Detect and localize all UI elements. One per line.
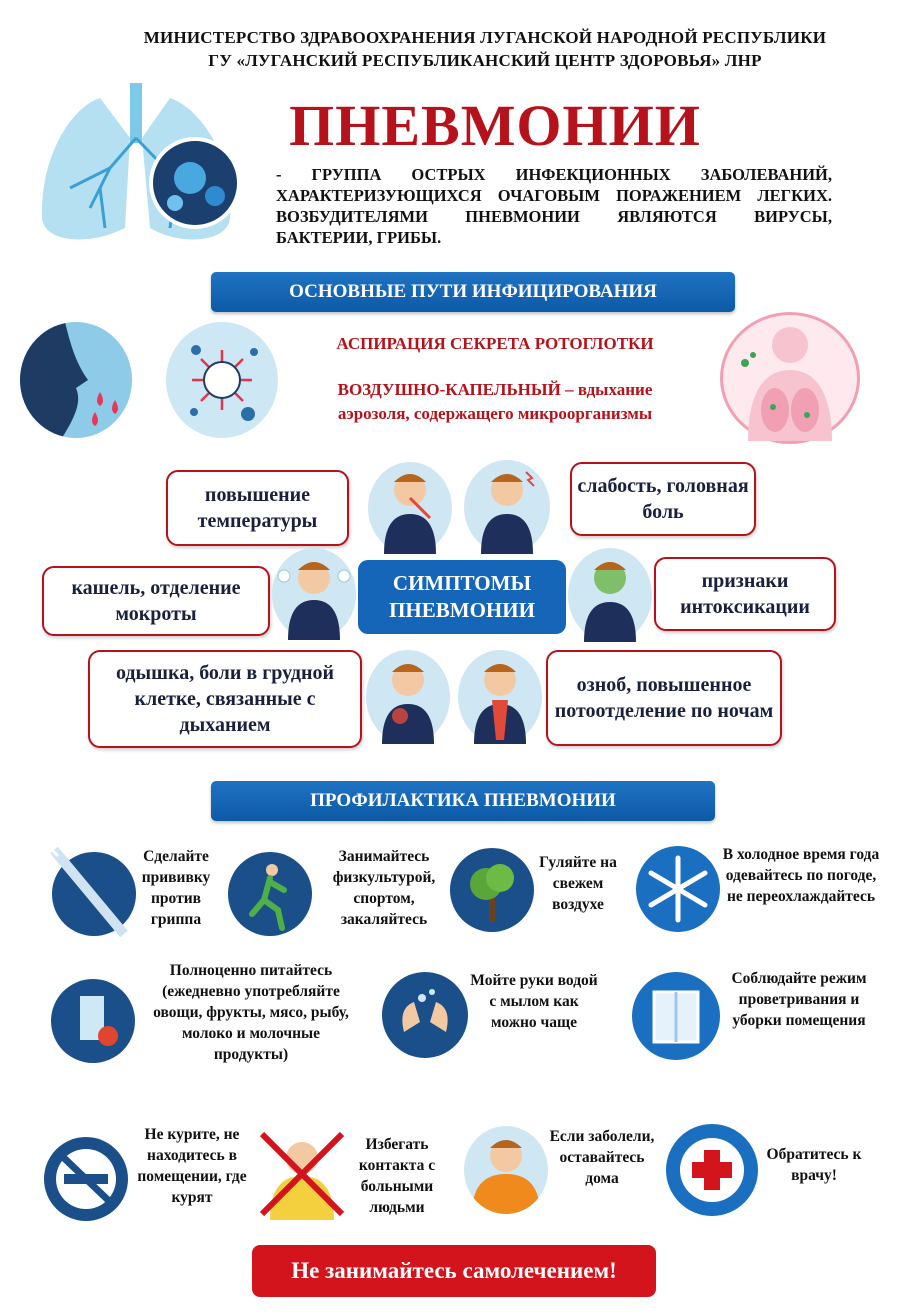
runner-icon (228, 852, 312, 936)
tip-sport: Занимайтесь физкультурой, спортом, закаляйтесь (332, 848, 436, 928)
tip-cold: В холодное время года одевайтесь по погоде, не переохлаждайтесь (722, 846, 880, 905)
kid-headache-icon (464, 460, 550, 554)
tip-contact: Избегать контакта с больными людьми (358, 1136, 436, 1216)
food-icon (50, 978, 136, 1064)
tip-doctor: Обратитесь к врачу! (766, 1146, 862, 1184)
tip-air: Соблюдайте режим проветривания и уборки помещения (731, 970, 867, 1029)
symptom-cough: кашель, отделение мокроты (42, 566, 270, 636)
tip-vaccine: Сделайте прививку против гриппа (141, 848, 211, 928)
tip-walk: Гуляйте на свежем воздухе (539, 854, 617, 913)
tip-home: Если заболели, оставайтесь дома (549, 1128, 655, 1187)
kid-chest-pain-icon (366, 650, 450, 744)
route-airborne-line2: аэрозоля, содержащего микроорганизмы (337, 404, 653, 423)
handwash-icon (382, 972, 468, 1058)
symptoms-center-label: СИМПТОМЫ ПНЕВМОНИИ (358, 560, 566, 634)
tip-food: Полноценно питайтесь (ежедневно употребляйте овощи, фрукты, мясо, рыбу, молоко и молочные продукты) (153, 962, 349, 1063)
kid-coughing-icon (272, 548, 356, 640)
intro-text: - ГРУППА ОСТРЫХ ИНФЕКЦИОННЫХ ЗАБОЛЕВАНИЙ, ХАРАКТЕРИЗУЮЩИХСЯ ОЧАГОВЫМ ПОРАЖЕНИЕМ ЛЕГКИХ. ВОЗБУДИТЕЛЯМИ ПНЕВМОНИИ ЯВЛЯЮТСЯ ВИРУСЫ, БАКТЕРИИ, ГРИБЫ. (276, 165, 832, 247)
syringe-icon (44, 846, 140, 938)
face-droplets-icon (20, 322, 132, 438)
route-airborne-line1: ВОЗДУШНО-КАПЕЛЬНЫЙ – вдыхание (337, 380, 653, 399)
kid-thermometer-icon (368, 462, 452, 554)
lungs-illustration (30, 78, 260, 248)
symptom-chills: озноб, повышенное потоотделение по ночам (546, 650, 782, 746)
symptom-intoxication: признаки интоксикации (654, 557, 836, 631)
snowflake-icon (636, 846, 720, 932)
route-aspiration: АСПИРАЦИЯ СЕКРЕТА РОТОГЛОТКИ (336, 334, 654, 353)
respiratory-system-icon (720, 312, 860, 444)
prevention-banner: ПРОФИЛАКТИКА ПНЕВМОНИИ (211, 781, 715, 821)
page-title: ПНЕВМОНИИ (289, 93, 701, 158)
ministry-title: МИНИСТЕРСТВО ЗДРАВООХРАНЕНИЯ ЛУГАНСКОЙ НАРОДНОЙ РЕСПУБЛИКИ (143, 28, 827, 47)
sick-person-crossed-icon (256, 1128, 348, 1220)
kid-chills-icon (458, 650, 542, 744)
symptom-weakness: слабость, головная боль (570, 462, 756, 536)
center-title: ГУ «ЛУГАНСКИЙ РЕСПУБЛИКАНСКИЙ ЦЕНТР ЗДОРОВЬЯ» ЛНР (208, 51, 762, 70)
tip-hands: Мойте руки водой с мылом как можно чаще (470, 972, 598, 1031)
virus-icon (166, 322, 278, 438)
tree-icon (450, 848, 534, 932)
symptom-fever: повышение температуры (166, 470, 349, 546)
infection-routes-banner: ОСНОВНЫЕ ПУТИ ИНФИЦИРОВАНИЯ (211, 272, 735, 312)
kid-nausea-icon (568, 548, 652, 642)
no-self-treatment-banner: Не занимайтесь самолечением! (252, 1245, 656, 1297)
no-smoking-icon (40, 1134, 132, 1224)
medical-cross-icon (666, 1124, 758, 1216)
tip-smoke: Не курите, не находитесь в помещении, где курят (137, 1126, 247, 1206)
window-icon (632, 972, 720, 1060)
symptom-breathing: одышка, боли в грудной клетке, связанные с дыханием (88, 650, 362, 748)
sick-at-home-icon (464, 1126, 548, 1214)
